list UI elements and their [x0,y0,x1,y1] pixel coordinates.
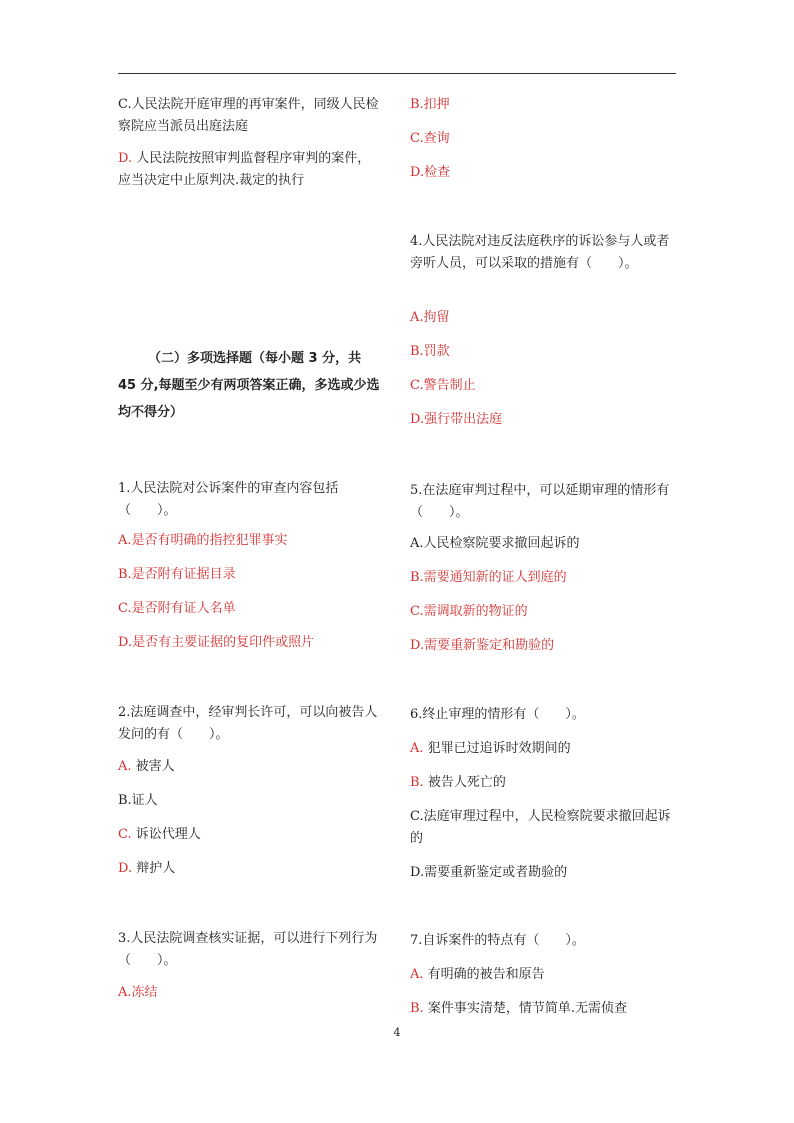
q4-option-c: C.警告制止 [410,378,476,393]
q1-option-b: B.是否附有证据目录 [118,567,236,582]
q4-option-a: A.拘留 [410,310,450,325]
prev-option-c: C.人民法院开庭审理的再审案件，同级人民检察院应当派员出庭法庭 [118,97,379,134]
q1-option-d: D.是否有主要证据的复印件或照片 [118,635,315,650]
q1-stem: 1.人民法院对公诉案件的审查内容包括（ ）。 [118,481,339,518]
q4-option-b: B.罚款 [410,344,450,359]
q7-option-a: A. 有明确的被告和原告 [410,967,545,982]
q2-option-a: A. 被害人 [118,759,175,774]
q6-option-d: D.需要重新鉴定或者勘验的 [410,865,568,880]
section-heading: （二）多项选择题（每小题 3 分，共 45 分,每题至少有两项答案正确，多选或少选均不得分） [118,351,380,420]
q2-option-d: D. 辩护人 [118,861,176,876]
q5-option-a: A.人民检察院要求撤回起诉的 [410,536,580,551]
prev-option-d: D. 人民法院按照审判监督程序审判的案件，应当决定中止原判决.裁定的执行 [118,151,371,188]
q3-stem: 3.人民法院调查核实证据，可以进行下列行为（ ）。 [118,931,378,968]
q4-option-d: D.强行带出法庭 [410,412,503,427]
q5-option-d: D.需要重新鉴定和勘验的 [410,638,555,653]
q4-stem: 4.人民法院对违反法庭秩序的诉讼参与人或者旁听人员，可以采取的措施有（ ）。 [410,234,670,271]
page-number: 4 [393,1026,401,1039]
q7-stem: 7.自诉案件的特点有（ ）。 [410,933,585,948]
q3-option-b: B.扣押 [410,97,450,112]
q3-option-c: C.查询 [410,131,450,146]
q7-option-b: B. 案件事实清楚，情节简单.无需侦查 [410,1001,627,1016]
q2-stem: 2.法庭调查中，经审判长许可，可以向被告人发问的有（ ）。 [118,705,378,742]
q3-option-a: A.冻结 [118,985,158,1000]
q5-option-b: B.需要通知新的证人到庭的 [410,570,567,585]
q2-option-c: C. 诉讼代理人 [118,827,201,842]
q2-option-b: B.证人 [118,793,158,808]
q5-option-c: C.需调取新的物证的 [410,604,528,619]
q3-option-d: D.检查 [410,165,451,180]
header-rule [118,73,676,74]
q1-option-a: A.是否有明确的指控犯罪事实 [118,533,288,548]
q5-stem: 5.在法庭审判过程中，可以延期审理的情形有（ ）。 [410,483,670,520]
q6-option-c: C.法庭审理过程中，人民检察院要求撤回起诉的 [410,809,671,846]
q6-option-a: A. 犯罪已过追诉时效期间的 [410,741,571,756]
q1-option-c: C.是否附有证人名单 [118,601,236,616]
q6-option-b: B. 被告人死亡的 [410,775,506,790]
q6-stem: 6.终止审理的情形有（ ）。 [410,707,585,722]
